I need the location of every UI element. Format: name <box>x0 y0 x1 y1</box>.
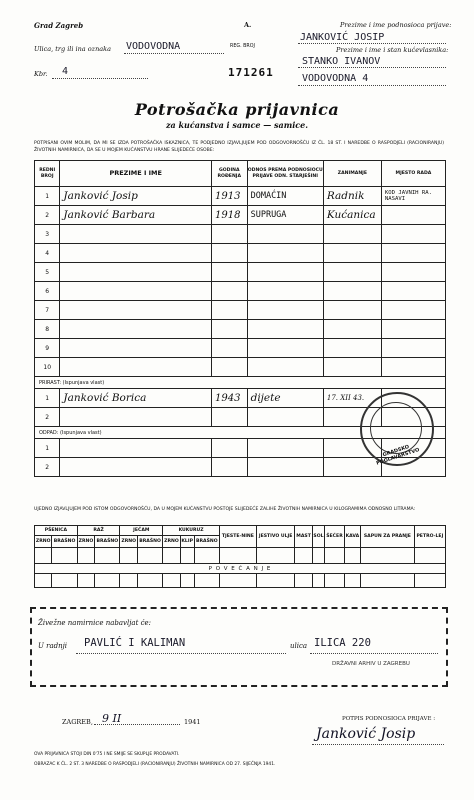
stock-table: PŠENICA RAŽ JEČAM KUKURUZ TJESTE-NINE JESTIVO ULJE MAST SOL ŠEĆER KAVA SAPUN ZA PRANJE PETRO-LEJ ZRNO BRAŠNO ZRNO BRAŠNO ZRNO BRAŠNO ZRNO KLIP BRAŠNO P O V E Ć A N J E <box>34 525 446 588</box>
landlord-name: STANKO IVANOV <box>302 56 381 67</box>
table-row: 4 <box>35 244 446 263</box>
col-header-job: ZANIMANJE <box>323 161 381 187</box>
declaration-text: POTPISANI OVIM MOLIM, DA MI SE IZDA POTROŠAČKA ISKAZNICA, TE PODJEDNO IZJAVLJUJEM POD ODGOVORNOŠĆU IZ ČL. 18 ST. I NAREDBE O RASPODJELI (RACIONIRANJU) ŽIVOTNIH NAMIRNICA, DA SE U MOJEM KUĆANSTVU HRANE SLIJEDEĆE OSOBE: <box>34 141 444 153</box>
applicant-label: Prezime i ime podnosioca prijave: <box>340 21 452 29</box>
table-row: 9 <box>35 339 446 358</box>
shop-label: Živežne namirnice nabavljat će: <box>38 619 152 627</box>
shop-street-label: ulica <box>290 642 308 650</box>
stock-declaration: UJEDNO IZJAVLJUJEM POD ISTOM ODGOVORNOŠĆU, DA U MOJEM KUĆANSTVU POSTOJE SLIJEDEĆE ZALIHE ŽIVOTNIH NAMIRNICA U KILOGRAMIMA ODNOSNO LITRAMA: <box>34 507 416 512</box>
table-row: 1 Janković Borica 1943 dijete 17. XII 43. <box>35 389 446 408</box>
prirast-relation: dijete <box>247 389 323 408</box>
house-label: Kbr. <box>34 70 48 78</box>
col-header-year: GODINA ROĐENJA <box>212 161 248 187</box>
footer-note-regulation: OBRAZAC K ČL. 2 ST. 3 NAREDBE O RASPODJELI (RACIONIRANJU) ŽIVOTNIH NAMIRNICA OD 27. SIJEČNJA 1941. <box>34 762 276 767</box>
sign-label: POTPIS PODNOSIOCA PRIJAVE : <box>342 716 436 722</box>
member-job: Radnik <box>323 187 381 206</box>
member-year: 1913 <box>212 187 248 206</box>
city-label: Grad Zagreb <box>34 21 84 30</box>
footer-city: ZAGREB, <box>62 718 93 726</box>
footer-year: 1941 <box>184 718 201 726</box>
col-header-relation: ODNOS PREMA PODNOSIOCU PRIJAVE ODN. STARJEŠINI <box>247 161 323 187</box>
col-header-workplace: MJESTO RADA <box>381 161 445 187</box>
member-workplace: KOD JAVNIH RA. NASAVI <box>381 187 445 206</box>
stamp-text: GRADSKO POGLAVARSTVO <box>375 444 421 467</box>
table-row: 3 <box>35 225 446 244</box>
povecanje-label: P O V E Ć A N J E <box>35 564 446 574</box>
shop-street-value: ILICA 220 <box>314 637 371 649</box>
house-value: 4 <box>62 66 69 77</box>
applicant-signature: Janković Josip <box>316 726 416 742</box>
reg-number: 171261 <box>228 66 274 79</box>
table-row: 7 <box>35 301 446 320</box>
landlord-address: VODOVODNA 4 <box>302 73 369 84</box>
member-job: Kućanica <box>323 206 381 225</box>
page-subtitle: za kućanstva i samce — samice. <box>165 120 308 130</box>
prirast-name: Janković Borica <box>60 389 212 408</box>
table-row: 6 <box>35 282 446 301</box>
table-row: 2 <box>35 408 446 427</box>
member-relation: DOMAĆIN <box>247 187 323 206</box>
landlord-label: Prezime i ime i stan kućevlasnika: <box>336 46 449 54</box>
table-row: 1 Janković Josip 1913 DOMAĆIN Radnik KOD JAVNIH RA. NASAVI <box>35 187 446 206</box>
form-letter: A. <box>244 21 252 29</box>
col-header-no: REDNI BROJ <box>35 161 60 187</box>
page-title: Potrošačka prijavnica <box>134 100 340 119</box>
official-stamp <box>360 392 434 466</box>
col-header-name: PREZIME I IME <box>60 161 212 187</box>
shop-value: PAVLIĆ I KALIMAN <box>84 637 186 649</box>
prirast-label: PRIRAST: (Ispunjava vlast) <box>35 377 446 389</box>
footer-date: 9 II <box>102 712 122 725</box>
street-value: VODOVODNA <box>126 41 181 52</box>
member-name: Janković Josip <box>60 187 212 206</box>
table-row: 2 <box>35 458 446 477</box>
shop-at-label: U radnji <box>38 642 68 650</box>
table-row: 1 <box>35 439 446 458</box>
prirast-year: 1943 <box>212 389 248 408</box>
prirast-date: 17. XII 43. <box>323 389 381 408</box>
street-label: Ulica, trg ili ina oznaka <box>34 45 111 53</box>
odpad-label: ODPAD: (Ispunjava vlast) <box>35 427 446 439</box>
table-row: 8 <box>35 320 446 339</box>
member-year: 1918 <box>212 206 248 225</box>
table-row: 2 Janković Barbara 1918 SUPRUGA Kućanica <box>35 206 446 225</box>
member-relation: SUPRUGA <box>247 206 323 225</box>
footer-note-price: OVA PRIJAVNICA STOJI DIN 0'75 I NE SMIJE SE SKUPLJE PRODAVATI. <box>34 752 180 757</box>
archive-stamp: DRŽAVNI ARHIV U ZAGREBU <box>332 661 410 667</box>
applicant-value: JANKOVIĆ JOSIP <box>300 32 385 43</box>
reg-label: REG. BROJ <box>230 44 255 49</box>
member-workplace <box>381 206 445 225</box>
shop-box <box>30 607 448 687</box>
table-row: 5 <box>35 263 446 282</box>
member-name: Janković Barbara <box>60 206 212 225</box>
table-row: 10 <box>35 358 446 377</box>
